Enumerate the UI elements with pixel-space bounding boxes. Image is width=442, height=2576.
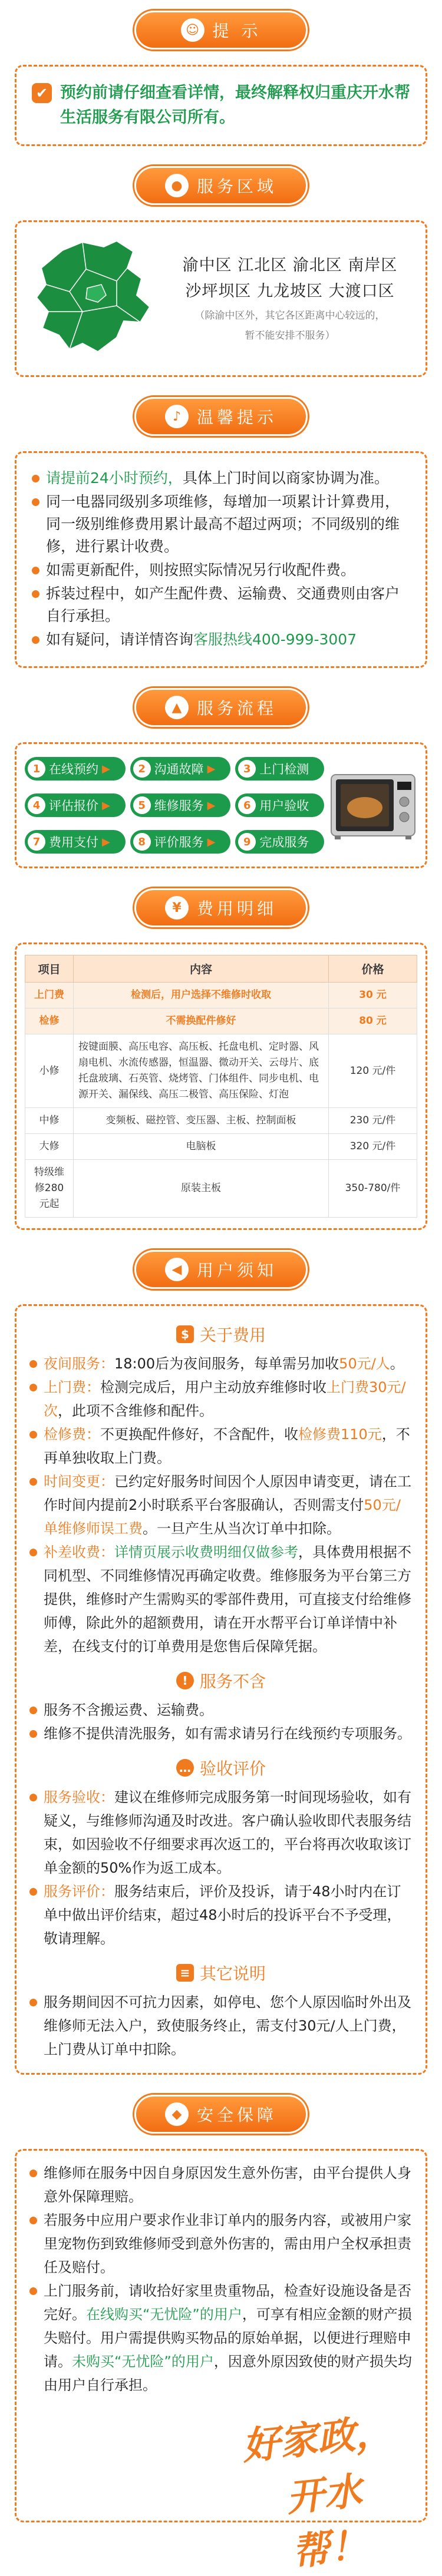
table-row: 检修 不需换配件修好 80 元 — [25, 1008, 417, 1034]
user-notice-title-text: 用户须知 — [196, 1261, 277, 1280]
exclusion-subheading: ! 服务不含 — [29, 1669, 413, 1692]
security-title-text: 安全保障 — [196, 2105, 277, 2125]
fee-note: 补差收费：详情页展示收费明细仅做参考，具体费用根据不同机型、不同维修情况再确定收费。维修服务为平台第三方提供，维修时产生需购买的零部件费用，可直接支付给维修师傅，除此外的超额费用，请在开水帮平台订单详情中补差，在线支付的订单费用是您售后保障凭据。 — [29, 1540, 413, 1658]
megaphone-icon: ◀ — [165, 1258, 189, 1281]
microwave-image — [329, 766, 417, 844]
flow-step: 4 评估报价 ▶ — [25, 793, 126, 817]
flow-step: 6 用户验收 — [235, 793, 324, 817]
flow-step: 3 上门检测 — [235, 757, 324, 781]
area-note-2: 暂不能安排不服务） — [245, 330, 335, 342]
tips-title-text: 温馨提示 — [196, 408, 277, 427]
fee-note: 时间变更：已约定好服务时间因个人原因申请变更，请在工作时间内提前2小时联系平台客服确认，否则需支付50元/单维修师误工费。一旦产生从当次订单中扣除。 — [29, 1470, 413, 1540]
flow-title-text: 服务流程 — [196, 699, 277, 718]
security-note: 若服务中应用户要求作业非订单内的服务内容，或被用户家里宠物伤到致维修师受到意外伤害的，需由用户全权承担责任及赔付。 — [29, 2208, 413, 2279]
tips-title — [134, 397, 308, 436]
table-row: 特级维修280元起 原装主板 350-780/件 — [25, 1160, 417, 1218]
flow-step: 5 维修服务 ▶ — [130, 793, 231, 817]
arrow-right-icon: ▶ — [207, 762, 216, 775]
flow-steps — [25, 757, 324, 854]
district-line-1: 渝中区 江北区 渝北区 南岸区 — [182, 256, 398, 275]
user-notice-title — [134, 1250, 308, 1289]
district-line-2: 沙坪坝区 九龙坡区 大渡口区 — [185, 282, 395, 300]
flow-step: 9 完成服务 — [235, 830, 324, 854]
notice-box — [15, 65, 427, 146]
chat-icon: … — [176, 1759, 194, 1777]
fee-table — [25, 955, 417, 1218]
location-icon: ● — [165, 174, 189, 197]
bell-icon: ♪ — [165, 405, 189, 428]
fee-note: 检修费：不更换配件修好，不含配件，收检修费110元，不再单独收取上门费。 — [29, 1423, 413, 1470]
security-note: 维修师在服务中因自身原因发生意外伤害，由平台提供人身意外保障理赔。 — [29, 2161, 413, 2208]
fee-box — [15, 943, 427, 1230]
arrow-right-icon: ▶ — [207, 799, 216, 812]
security-title — [134, 2095, 308, 2134]
tip-item: 如有疑问，请详情咨询客服热线400-999-3007 — [32, 629, 410, 651]
slogan-line-1: 好家政， — [240, 2409, 395, 2469]
tip-item: 同一电器同级别多项维修，每增加一项累计计算费用，同一级别维修费用累计最高不超过两项；不同级别的维修，进行累计收费。 — [32, 491, 410, 558]
flow-step: 2 沟通故障 ▶ — [130, 757, 231, 781]
checkmark-icon: ✔ — [32, 83, 52, 103]
arrow-right-icon: ▶ — [102, 799, 110, 812]
flow-box — [15, 742, 427, 868]
money-icon: $ — [176, 1325, 194, 1343]
smile-icon: ☺ — [181, 18, 204, 42]
exclusion-note: 维修不提供清洗服务，如有需求请另行在线预约专项服务。 — [29, 1722, 413, 1745]
other-note: 服务期间因不可抗力因素，如停电、您个人原因临时外出及维修师无法入户，致使服务终止，需支付30元/人上门费，上门费从订单中扣除。 — [29, 1990, 413, 2061]
other-subheading: ≡ 其它说明 — [29, 1961, 413, 1985]
fee-header: 项目 — [25, 955, 74, 983]
flow-title — [134, 688, 308, 727]
notice-title-text: 提 示 — [212, 21, 262, 41]
tip-item: 请提前24小时预约，具体上门时间以商家协调为准。 — [32, 467, 410, 490]
exclamation-icon: ! — [176, 1672, 194, 1689]
shield-icon: ◆ — [165, 2102, 189, 2126]
tip-item: 如需更新配件，则按照实际情况另行收配件费。 — [32, 559, 410, 581]
arrow-right-icon: ▶ — [207, 835, 216, 848]
security-box — [15, 2149, 427, 2575]
fee-header: 价格 — [329, 955, 417, 983]
fee-header: 内容 — [74, 955, 329, 983]
acceptance-note: 服务验收：建议在维修师完成服务第一时间现场验收，如有疑义，与维修师沟通及时改进。客户确认验收即代表服务结束，如因验收不仔细要求再次返工的，平台将再次收取该订单金额的50%作为返工成本。 — [29, 1785, 413, 1880]
area-title-text: 服务区域 — [196, 177, 277, 196]
fee-note: 夜间服务：18:00后为夜间服务，每单需另加收50元/人。 — [29, 1352, 413, 1375]
security-note: 上门服务前，请收拾好家里贵重物品，检查好设施设备是否完好。在线购买“无忧险”的用户，可享有相应金额的财产损失赔付。用户需提供购买物品的原始单据，以便进行理赔申请。未购买“无忧险”的用户，因意外原因致使的财产损失均由用户自行承担。 — [29, 2279, 413, 2397]
notice-text: 预约前请仔细查看详情，最终解释权归重庆开水帮生活服务有限公司所有。 — [60, 84, 410, 127]
table-row: 大修 电脑板 320 元/件 — [25, 1134, 417, 1160]
acceptance-subheading: … 验收评价 — [29, 1756, 413, 1780]
area-title — [134, 166, 308, 205]
area-box — [15, 220, 427, 377]
slogan — [29, 2397, 413, 2575]
flow-step: 8 评价服务 ▶ — [130, 830, 231, 854]
arrow-right-icon: ▶ — [102, 762, 110, 775]
user-notice-box — [15, 1304, 427, 2075]
fee-title-text: 费用明细 — [196, 899, 277, 918]
fee-note: 上门费：检测完成后，用户主动放弃维修时收上门费30元/次，此项不含维修和配件。 — [29, 1375, 413, 1423]
flow-step: 1 在线预约 ▶ — [25, 757, 126, 781]
tip-item: 拆装过程中，如产生配件费、运输费、交通费则由客户自行承担。 — [32, 583, 410, 627]
table-row: 上门费 检测后，用户选择不维修时收取 30 元 — [25, 983, 417, 1008]
acceptance-note: 服务评价：服务结束后，评价及投诉，请于48小时内在订单中做出评价结束，超过48小时后的投诉平台不予受理，敬请理解。 — [29, 1880, 413, 1950]
fee-title — [134, 888, 308, 927]
tips-box — [15, 451, 427, 668]
district-map — [28, 234, 158, 363]
document-icon: ≡ — [176, 1964, 194, 1982]
fee-subheading: $ 关于费用 — [29, 1322, 413, 1346]
thumbs-up-icon: ▲ — [165, 696, 189, 719]
slogan-line-2: 开水帮！ — [284, 2469, 370, 2575]
arrow-right-icon: ▶ — [102, 835, 110, 848]
table-row: 小修 按键面膜、高压电容、高压板、托盘电机、定时器、风扇电机、水流传感器，恒温器、微动开关、云母片、底托盘玻璃、石英管、烧烤管、门体组件、同步电机、电源开关、漏保线、高压二极管、高压保险、灯泡 120 元/件 — [25, 1034, 417, 1108]
notice-title — [134, 11, 308, 49]
area-note-1: （除渝中区外，其它各区距离中心较远的， — [194, 310, 385, 322]
table-row: 中修 变频板、磁控管、变压器、主板、控制面板 230 元/件 — [25, 1108, 417, 1134]
yuan-icon: ¥ — [165, 896, 189, 920]
flow-step: 7 费用支付 ▶ — [25, 830, 126, 854]
hotline-text: 客服热线400-999-3007 — [193, 631, 357, 648]
exclusion-note: 服务不含搬运费、运输费。 — [29, 1698, 413, 1722]
